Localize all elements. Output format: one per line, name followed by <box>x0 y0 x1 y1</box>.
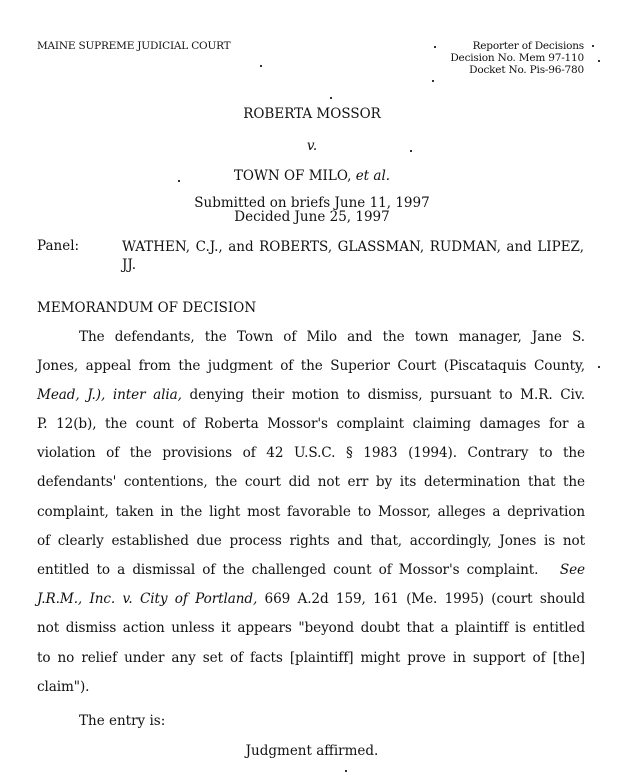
reporter-citation: 669 A.2d 159, 161 (Me. 1995) (court should <box>264 591 585 607</box>
body-text: denying their motion to dismiss, pursuant to M.R. Civ. <box>189 387 585 403</box>
submitted-date: Submitted on briefs June 11, 1997 <box>194 195 430 211</box>
body-line: P. 12(b), the count of Roberta Mossor's complaint claiming damages for a <box>37 416 585 432</box>
scan-speck <box>434 46 436 48</box>
docket-number: Docket No. Pis-96-780 <box>469 64 584 76</box>
reporter-label: Reporter of Decisions <box>472 40 584 52</box>
body-line: Jones, appeal from the judgment of the Superior Court (Piscataquis County, <box>37 358 585 374</box>
scan-speck <box>598 60 600 62</box>
scan-speck <box>410 150 412 152</box>
scan-speck <box>345 770 347 772</box>
judge-citation: Mead, J.), <box>37 387 106 403</box>
body-line: not dismiss action unless it appears "beyond doubt that a plaintiff is entitled <box>37 620 585 636</box>
scan-speck <box>330 97 332 99</box>
see-signal: See <box>559 562 585 578</box>
body-text: entitled to a dismissal of the challenged count of Mossor's complaint. <box>37 562 539 578</box>
entry-label: The entry is: <box>79 713 166 729</box>
case-dates <box>0 196 624 224</box>
defendant-text: TOWN OF MILO, <box>233 168 352 184</box>
defendant-name <box>0 168 624 184</box>
scan-speck <box>598 366 600 368</box>
scan-speck <box>178 180 180 182</box>
body-line <box>37 591 585 607</box>
body-line: defendants' contentions, the court did not err by its determination that the <box>37 474 585 490</box>
panel-justices: WATHEN, C.J., and ROBERTS, GLASSMAN, RUDMAN, and LIPEZ, JJ. <box>122 239 584 273</box>
reporter-block <box>450 40 584 76</box>
scan-speck <box>592 45 594 47</box>
inter-alia: inter alia, <box>112 387 182 403</box>
court-name: MAINE SUPREME JUDICIAL COURT <box>37 40 231 52</box>
versus: v. <box>306 138 318 154</box>
defendant-suffix: et al. <box>355 168 391 184</box>
body-line: to no relief under any set of facts [plaintiff] might prove in support of [the] <box>37 650 585 666</box>
body-line: claim"). <box>37 679 90 695</box>
body-line: The defendants, the Town of Milo and the town manager, Jane S. <box>79 329 585 345</box>
memorandum-title: MEMORANDUM OF DECISION <box>37 300 257 316</box>
scan-speck <box>432 80 434 82</box>
plaintiff-name: ROBERTA MOSSOR <box>243 106 381 122</box>
decision-number: Decision No. Mem 97-110 <box>450 52 584 64</box>
body-line <box>37 387 585 403</box>
body-line <box>37 562 585 578</box>
body-line: complaint, taken in the light most favorable to Mossor, alleges a deprivation <box>37 504 585 520</box>
case-citation: J.R.M., Inc. v. City of Portland, <box>37 591 258 607</box>
decided-date: Decided June 25, 1997 <box>234 209 390 225</box>
body-line: of clearly established due process rights and that, accordingly, Jones is not <box>37 533 585 549</box>
body-line: violation of the provisions of 42 U.S.C. § 1983 (1994). Contrary to the <box>37 445 585 461</box>
judgment: Judgment affirmed. <box>245 743 379 759</box>
scan-speck <box>260 65 262 67</box>
panel-label: Panel: <box>37 238 80 254</box>
